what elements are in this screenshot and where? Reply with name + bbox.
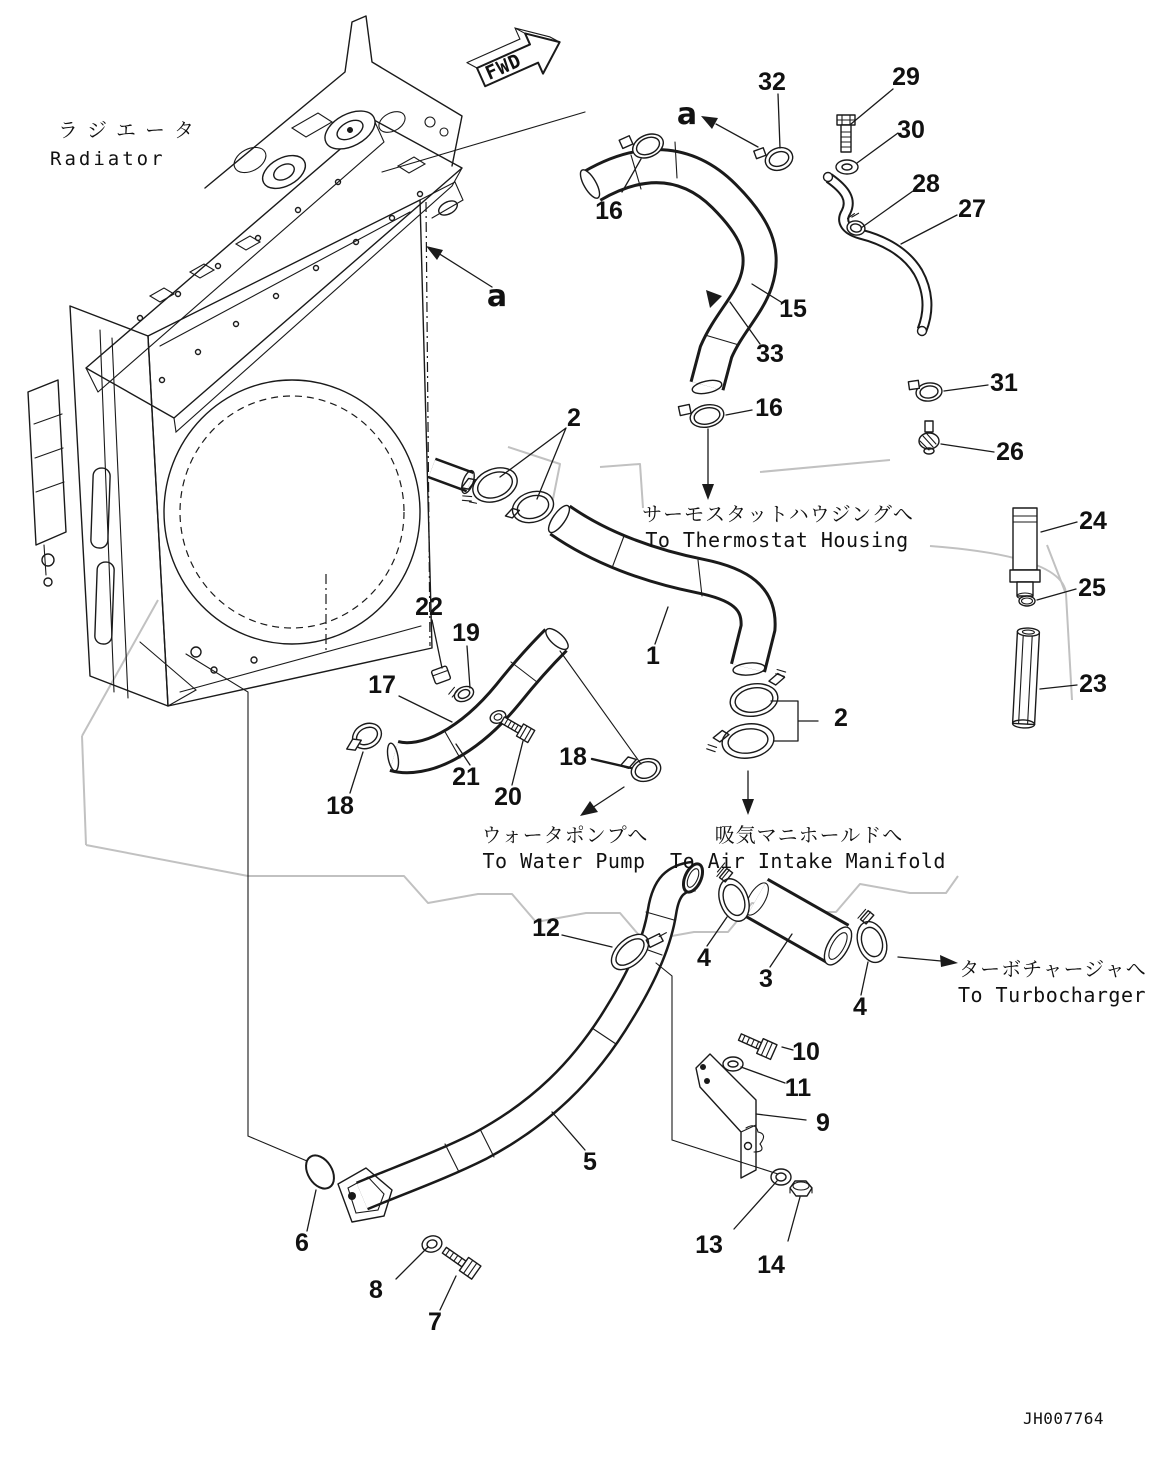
fitting-26 [919,421,939,454]
hose-15 [577,142,760,396]
clamp-31 [908,377,943,403]
callout-22-16: 22 [415,593,443,621]
view-a-arrowhead-radiator [426,246,443,260]
callout-4-27: 4 [853,993,867,1021]
o-ring-25 [1019,596,1035,606]
destination-jp-1: ウォータポンプへ [481,823,649,847]
callout-24-12: 24 [1079,507,1107,535]
callout-11-29: 11 [784,1074,812,1102]
clamp-19 [447,681,476,706]
callout-20-21: 20 [494,783,522,811]
radiator-filler-cap [319,103,382,157]
radiator-label-en: Radiator [50,148,166,170]
view-label-a-1: a [486,279,508,314]
destination-en-0: To Thermostat Housing [645,528,909,552]
hose-15-seam-mark-33 [706,290,722,308]
bolt-29 [837,115,855,152]
radiator-outlet-stub [432,468,477,495]
pipe-5 [338,861,706,1222]
callout-9-30: 9 [816,1109,830,1137]
fan-shroud-opening [164,380,420,644]
callout-31-10: 31 [990,369,1018,397]
destination-jp-0: サーモスタットハウジングへ [642,502,914,526]
drawing-number: JH007764 [1023,1409,1105,1428]
radiator-drain-port [191,647,201,657]
view-label-a-0: a [676,97,698,132]
air-intake-arrowhead [742,799,754,815]
washer-30 [836,160,858,174]
radiator-left-bracket [28,380,66,545]
callout-7-34: 7 [428,1308,442,1336]
destination-en-2: To Air Intake Manifold [670,849,946,873]
tube-23 [1012,627,1039,728]
bracket-9 [696,1054,764,1178]
clamp-2-c [726,668,792,720]
hose-3 [741,879,857,969]
callout-26-11: 26 [996,438,1024,466]
water-pump-arrowhead [580,801,598,816]
washer-11 [723,1057,743,1071]
callout-12-24: 12 [532,914,560,942]
callout-8-33: 8 [369,1276,383,1304]
callout-6-32: 6 [295,1229,309,1257]
fwd-direction-arrow [462,14,569,100]
hose-17 [386,625,572,771]
callout-13-35: 13 [695,1231,723,1259]
clamp-32 [754,139,796,176]
plug-22 [431,666,451,685]
callout-30-2: 30 [897,116,925,144]
callout-15-6: 15 [779,295,807,323]
callout-5-31: 5 [583,1148,597,1176]
callout-3-26: 3 [759,965,773,993]
callout-2-23: 2 [834,704,848,732]
radiator-bolt-dots [138,180,423,383]
clamp-2-d [704,721,776,764]
radiator-cap-secondary [257,149,311,195]
destination-en-3: To Turbocharger [957,983,1147,1007]
thermostat-arrowhead [702,484,714,500]
callout-16-5: 16 [595,197,623,225]
callout-21-19: 21 [452,763,480,791]
clamp-4-right [848,906,891,966]
callout-23-14: 23 [1079,670,1107,698]
callout-19-17: 19 [452,619,480,647]
callout-14-36: 14 [757,1251,785,1279]
bolt-7 [440,1244,481,1279]
callout-29-1: 29 [892,63,920,91]
cap-6 [300,1150,339,1193]
callout-4-25: 4 [697,944,711,972]
radiator-label-jp: ラジエータ [58,118,203,142]
callout-16-9: 16 [755,394,783,422]
destination-en-1: To Water Pump [482,849,646,873]
radiator-top-mast [205,16,462,188]
destination-jp-3: ターボチャージャへ [959,957,1147,981]
destination-jp-2: 吸気マニホールドへ [714,823,904,847]
callout-27-4: 27 [958,195,986,223]
bolt-20 [499,714,535,743]
connector-24 [1010,508,1040,599]
clamp-16-mid [678,398,725,432]
callout-2-8: 2 [567,404,581,432]
fwd-label: FWD [482,49,526,85]
callout-28-3: 28 [912,170,940,198]
callout-33-7: 33 [756,340,784,368]
nut-14 [790,1181,812,1196]
bolt-10 [737,1030,777,1060]
callout-25-13: 25 [1078,574,1106,602]
callout-17-18: 17 [368,671,396,699]
view-a-arrowhead-top [701,116,718,129]
turbocharger-arrowhead [940,955,958,967]
callout-18-22: 18 [559,743,587,771]
callout-1-15: 1 [646,642,660,670]
washer-13 [771,1169,791,1185]
callout-32-0: 32 [758,68,786,96]
callout-18-20: 18 [326,792,354,820]
callout-10-28: 10 [792,1038,820,1066]
